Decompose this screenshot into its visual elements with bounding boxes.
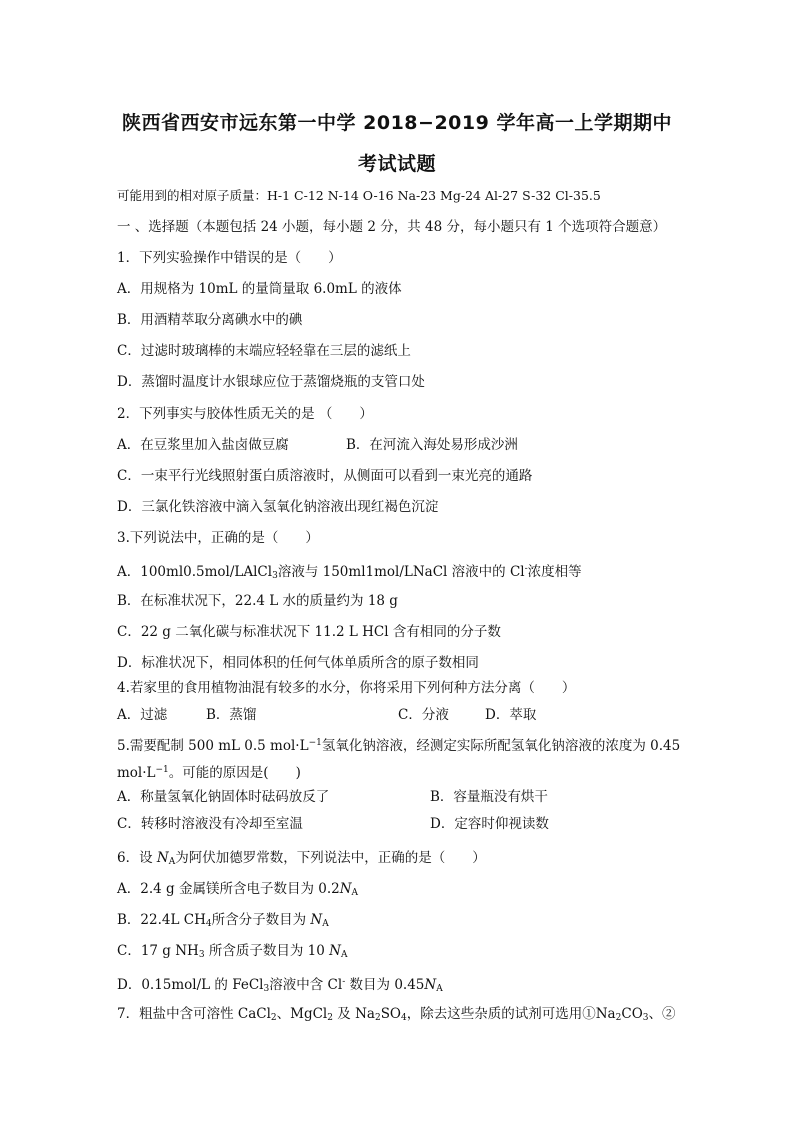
q2-option-c: C．一束平行光线照射蛋白质溶液时，从侧面可以看到一束光亮的通路 — [117, 468, 533, 484]
q1-stem: 1．下列实验操作中错误的是（ ） — [117, 250, 342, 266]
q2-option-d: D．三氯化铁溶液中滴入氢氧化钠溶液出现红褐色沉淀 — [117, 499, 439, 515]
q3-option-c: C．22 g 二氧化碳与标准状况下 11.2 L HCl 含有相同的分子数 — [117, 624, 501, 640]
q1-option-b: B．用酒精萃取分离碘水中的碘 — [117, 312, 303, 328]
q4-option-a: A．过滤 — [117, 707, 168, 723]
q6-option-d: D．0.15mol/L 的 FeCl$_3$溶液中含 Cl- 数目为 $0.45N_A$ — [117, 977, 443, 994]
q6-option-a: A．2.4 g 金属镁所含电子数目为 $0.2N_A$ — [117, 881, 359, 898]
q1-option-c: C．过滤时玻璃棒的末端应轻轻靠在三层的滤纸上 — [117, 343, 411, 359]
q4-option-d: D．萃取 — [485, 707, 537, 723]
q1-option-d: D．蒸馏时温度计水银球应位于蒸馏烧瓶的支管口处 — [117, 374, 425, 390]
q3-option-b: B．在标准状况下，22.4 L 水的质量约为 18 g — [117, 593, 398, 609]
exam-title-line2: 考试试题 — [357, 153, 436, 175]
q6-option-c: C．17 g $NH_3$ 所含质子数目为 10 $N_A$ — [117, 943, 348, 960]
q4-option-b: B．蒸馏 — [206, 707, 257, 723]
q5-stem-line1: 5.需要配制 500 mL 0.5 $mol\cdot L^{-1}$氢氧化钠溶液，经测定实际所配氢氧化钠溶液的浓度为 0.45 — [117, 738, 681, 754]
q7-stem: 7．粗盐中含可溶性 CaCl$_2$、MgCl$_2$ 及 $Na_2SO_4$，除去这些杂质的试剂可选用$①Na_2CO_3$、② — [117, 1006, 676, 1023]
q3-option-a: A．100ml0.5mol/LAlCl$_3$溶液与 150ml1mol/LNaCl 溶液中的 Cl-浓度相等 — [117, 564, 582, 581]
q1-option-a: A．用规格为 10mL 的量筒量取 6.0mL 的液体 — [117, 281, 402, 297]
q6-option-b: B．22.4L $CH_4$所含分子数目为 $N_A$ — [117, 912, 329, 929]
q4-option-c: C．分液 — [398, 707, 449, 723]
q2-stem: 2．下列事实与胶体性质无关的是 （ ） — [117, 406, 373, 422]
section-heading: 一 、选择题（本题包括 24 小题，每小题 2 分，共 48 分，每小题只有 1 个选项符合题意） — [117, 219, 667, 235]
q2-option-b: B．在河流入海处易形成沙洲 — [346, 437, 518, 453]
exam-title-line1: 陕西省西安市远东第一中学 2018−2019 学年高一上学期期中 — [122, 112, 672, 134]
q5-option-b: B．容量瓶没有烘干 — [430, 789, 548, 805]
q2-option-a: A．在豆浆里加入盐卤做豆腐 — [117, 437, 289, 453]
q4-stem: 4.若家里的食用植物油混有较多的水分，你将采用下列何种方法分离（ ） — [117, 680, 576, 696]
q3-stem: 3.下列说法中，正确的是（ ） — [117, 530, 319, 546]
q5-option-c: C．转移时溶液没有冷却至室温 — [117, 816, 303, 832]
q3-option-d: D．标准状况下，相同体积的任何气体单质所含的原子数相同 — [117, 655, 479, 671]
q5-option-d: D．定容时仰视读数 — [430, 816, 549, 832]
q5-option-a: A．称量氢氧化钠固体时砝码放反了 — [117, 789, 330, 805]
atomic-masses: 可能用到的相对原子质量：H-1 C-12 N-14 O-16 Na-23 Mg-24 Al-27 S-32 Cl-35.5 — [117, 188, 601, 203]
q6-stem: 6．设 $N_A$为阿伏加德罗常数，下列说法中，正确的是（ ） — [117, 850, 486, 867]
q5-stem-line2: $mol\cdot L^{-1}$。可能的原因是( ) — [117, 765, 301, 781]
